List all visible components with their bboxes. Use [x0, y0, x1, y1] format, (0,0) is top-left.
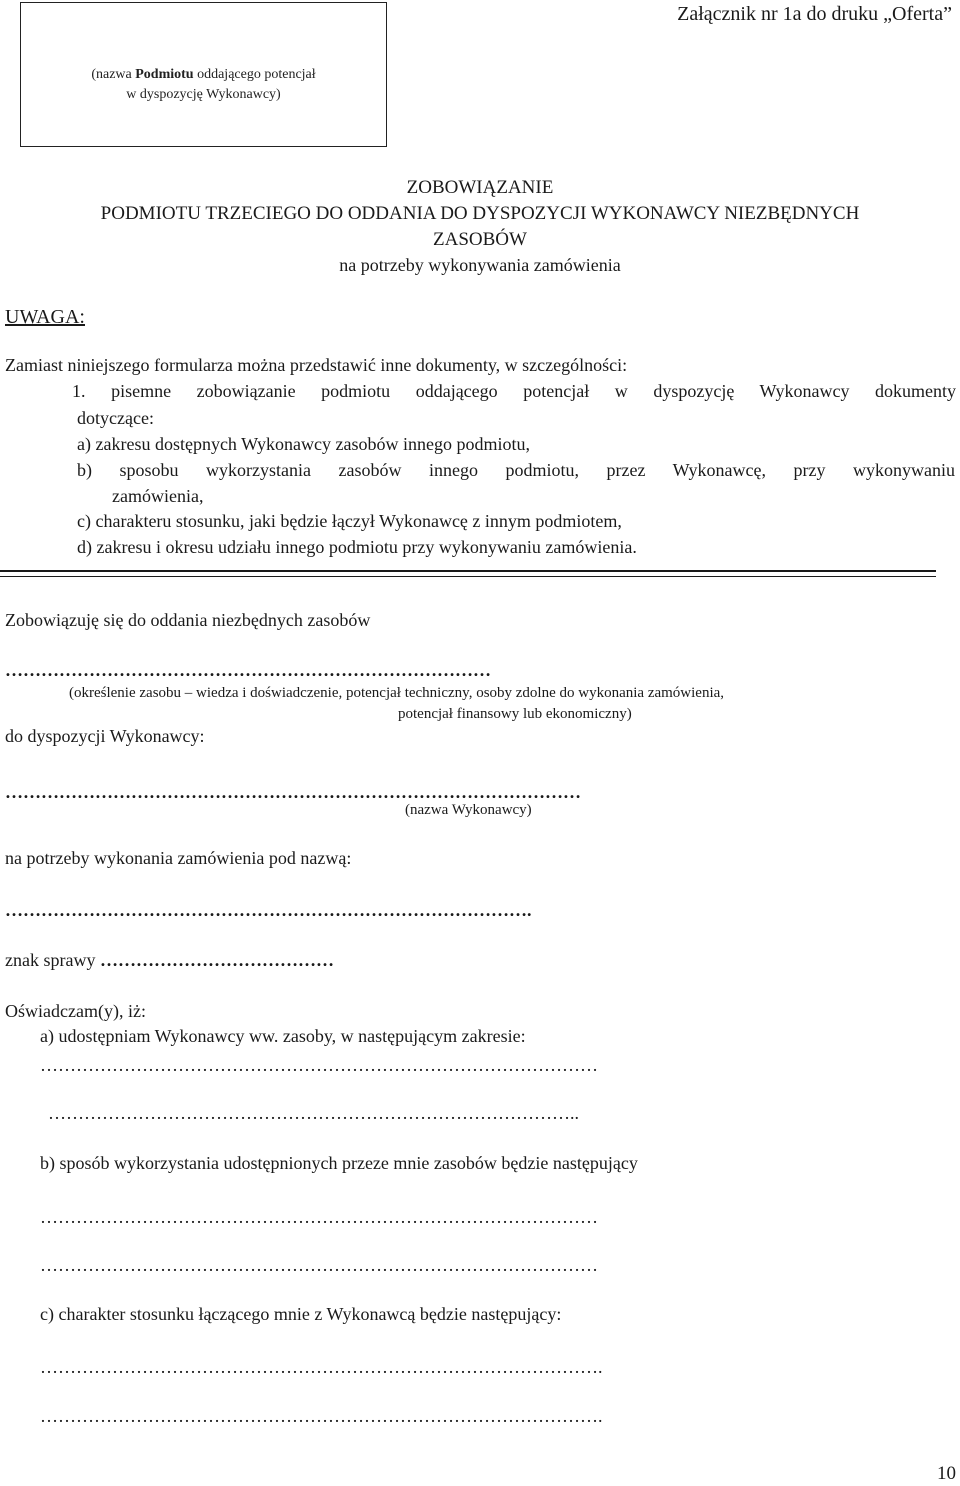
- stamp-caption-bold: Podmiotu: [135, 67, 194, 82]
- item-a-dots-field-1[interactable]: …………………………………………………………………………………: [40, 1055, 598, 1075]
- title-line2: PODMIOTU TRZECIEGO DO ODDANIA DO DYSPOZYCJI WYKONAWCY NIEZBĘDNYCH: [100, 203, 860, 224]
- stamp-caption-prefix: (nazwa: [91, 67, 136, 82]
- declare-item-b: b) sposób wykorzystania udostępnionych przeze mnie zasobów będzie następujący: [40, 1153, 638, 1173]
- section-divider: [0, 570, 936, 577]
- declare-item-a: a) udostępniam Wykonawcy ww. zasoby, w następującym zakresie:: [40, 1026, 526, 1046]
- item-b-dots-field-1[interactable]: …………………………………………………………………………………: [40, 1207, 598, 1227]
- declare-item-c: c) charakter stosunku łączącego mnie z Wykonawcą będzie następujący:: [40, 1304, 562, 1324]
- case-number-row: [5, 950, 334, 971]
- notice-item-c: c) charakteru stosunku, jaki będzie łączył Wykonawcę z innym podmiotem,: [77, 511, 622, 531]
- resources-hint-line2: potencjał finansowy lub ekonomiczny): [398, 706, 632, 722]
- notice-item1-line2: dotyczące:: [77, 408, 154, 428]
- case-number-dots-field[interactable]: …………………………………: [99, 950, 334, 970]
- page-number: 10: [937, 1463, 956, 1484]
- order-name-label: na potrzeby wykonania zamówienia pod nazwą:: [5, 848, 352, 868]
- case-number-label: znak sprawy: [5, 950, 100, 970]
- notice-label: UWAGA:: [5, 306, 85, 328]
- notice-item-b-line2: zamówienia,: [112, 486, 204, 506]
- title-line1: ZOBOWIĄZANIE: [406, 177, 554, 198]
- title-line3: ZASOBÓW: [433, 229, 527, 250]
- item-c-dots-field-2[interactable]: ………………………………………………………………………………….: [40, 1406, 603, 1426]
- commit-line: Zobowiązuję się do oddania niezbędnych zasobów: [5, 610, 371, 630]
- item-b-dots-field-2[interactable]: …………………………………………………………………………………: [40, 1255, 598, 1275]
- to-contractor-label: do dyspozycji Wykonawcy:: [5, 726, 205, 746]
- attachment-header: Załącznik nr 1a do druku „Oferta”: [677, 3, 952, 25]
- declare-label: Oświadczam(y), iż:: [5, 1001, 146, 1021]
- notice-item-b-line1: b) sposobu wykorzystania zasobów innego podmiotu, przez Wykonawcę, przy wykonywaniu: [77, 460, 955, 480]
- stamp-caption-line2: w dyspozycję Wykonawcy): [126, 87, 281, 102]
- stamp-caption: [21, 65, 386, 105]
- notice-item1-line1: 1. pisemne zobowiązanie podmiotu oddającego potencjał w dyspozycję Wykonawcy dokumenty: [72, 381, 956, 401]
- resources-hint-line1: (określenie zasobu – wiedza i doświadczenie, potencjał techniczny, osoby zdolne do wykonania zamówienia,: [69, 685, 725, 701]
- notice-item-d: d) zakresu i okresu udziału innego podmiotu przy wykonywaniu zamówienia.: [77, 537, 637, 557]
- item-a-dots-field-2[interactable]: ……………………………………………………………………………..: [48, 1103, 579, 1123]
- resources-dots-field[interactable]: ………………………………………………………………………: [5, 660, 491, 680]
- stamp-caption-rest: oddającego potencjał: [193, 67, 316, 82]
- contractor-dots-field[interactable]: ……………………………………………………………………………………: [5, 782, 581, 802]
- title-line4: na potrzeby wykonywania zamówienia: [339, 255, 621, 275]
- order-name-dots-field[interactable]: …………………………………………………………………………….: [5, 900, 532, 920]
- contractor-hint: (nazwa Wykonawcy): [405, 802, 532, 818]
- notice-item-a: a) zakresu dostępnych Wykonawcy zasobów innego podmiotu,: [77, 434, 530, 454]
- notice-intro: Zamiast niniejszego formularza można przedstawić inne dokumenty, w szczególności:: [5, 355, 628, 375]
- item-c-dots-field-1[interactable]: ………………………………………………………………………………….: [40, 1357, 603, 1377]
- company-stamp-box: [20, 2, 387, 147]
